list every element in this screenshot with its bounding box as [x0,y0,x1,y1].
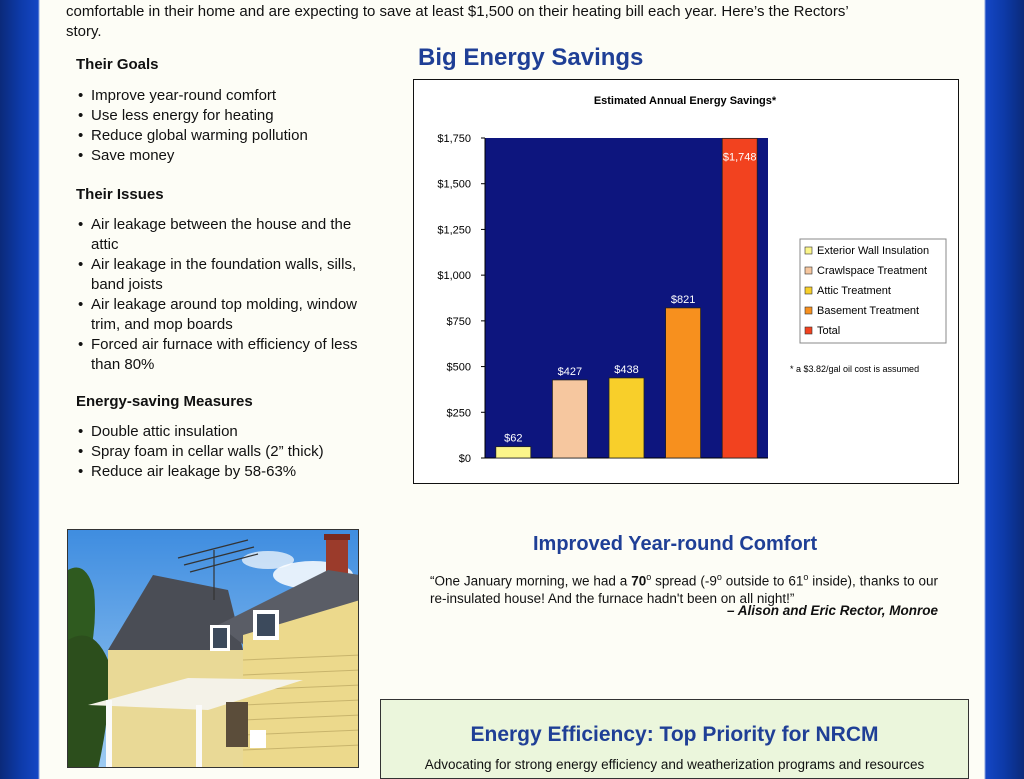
list-item: • Reduce air leakage by 58-63% [76,462,376,482]
quote-text-a: “One January morning, we had a [430,573,632,589]
y-tick-label: $250 [446,407,471,420]
intro-paragraph [66,2,966,42]
legend-swatch [805,307,812,314]
list-item: • Forced air furnace with efficiency of less than 80% [76,335,366,375]
legend-swatch [805,247,812,254]
measures-heading: Energy-saving Measures [76,393,253,410]
degree-mark: o [716,572,722,582]
list-item: • Spray foam in cellar walls (2” thick) [76,442,376,462]
legend-label: Attic Treatment [817,285,891,297]
bar-value-label: $427 [557,365,583,378]
bar-3 [666,308,701,458]
energy-savings-chart-frame [413,79,959,484]
legend-swatch [805,287,812,294]
list-item: • Use less energy for heating [76,106,376,126]
quote-text-d: inside), thanks to our re-insulated house! And the furnace hadn't been on all night!” [430,573,939,606]
y-tick-label: $0 [458,453,471,465]
degree-mark: o [646,572,652,582]
legend-label: Exterior Wall Insulation [817,245,930,257]
y-tick-label: $1,750 [437,133,471,145]
list-item: • Improve year-round comfort [76,86,376,106]
quote-text-c: outside to 61 [721,573,804,589]
issues-heading: Their Issues [76,186,164,203]
comfort-quote [430,569,938,607]
legend-label: Basement Treatment [817,305,920,317]
nrcm-heading: Energy Efficiency: Top Priority for NRCM [470,723,879,746]
list-item: • Air leakage around top molding, window trim, and mop boards [76,295,366,335]
bar-value-label: $821 [670,293,696,306]
chart-title: Estimated Annual Energy Savings* [593,95,777,107]
quote-spread-number: 70 [631,573,647,589]
y-tick-label: $500 [446,361,471,374]
intro-line-1: comfortable in their home and are expecting to save at least $1,500 on their heating bill each year. Here’s the Rectors’ [66,3,849,20]
list-item: • Air leakage in the foundation walls, sills, band joists [76,255,366,295]
y-tick-label: $1,500 [437,178,471,191]
bar-value-label: $438 [614,363,639,376]
bar-4 [722,138,757,458]
goals-heading: Their Goals [76,56,159,73]
energy-savings-chart [414,80,957,482]
goals-list [76,86,376,166]
bar-2 [609,378,644,458]
nrcm-body: Advocating for strong energy efficiency and weatherization programs and resources [424,757,925,772]
house-photo [67,529,359,768]
list-item: • Air leakage between the house and the attic [76,215,366,255]
quote-attribution: – Alison and Eric Rector, Monroe [726,603,938,618]
legend-swatch [805,327,812,334]
bar-1 [552,380,587,458]
y-tick-label: $750 [446,315,471,328]
house-illustration [68,530,359,768]
y-tick-label: $1,250 [437,224,471,237]
list-item: • Save money [76,146,376,166]
legend-label: Total [817,325,841,337]
bar-value-label: $62 [504,432,523,445]
issues-list [76,215,366,375]
bar-0 [496,447,531,458]
list-item: • Double attic insulation [76,422,376,442]
savings-heading: Big Energy Savings [418,44,644,71]
intro-line-2: story. [66,23,102,40]
y-tick-label: $1,000 [437,270,471,283]
legend-swatch [805,267,812,274]
list-item: • Reduce global warming pollution [76,126,376,146]
measures-list [76,422,376,482]
comfort-heading: Improved Year-round Comfort [533,533,818,555]
bar-value-label: $1,748 [722,151,757,164]
nrcm-callout-box [380,699,969,779]
degree-mark: o [803,572,809,582]
legend-label: Crawlspace Treatment [817,265,928,277]
chart-footnote: * a $3.82/gal oil cost is assumed [790,364,920,374]
quote-text-b: spread (-9 [651,573,717,589]
